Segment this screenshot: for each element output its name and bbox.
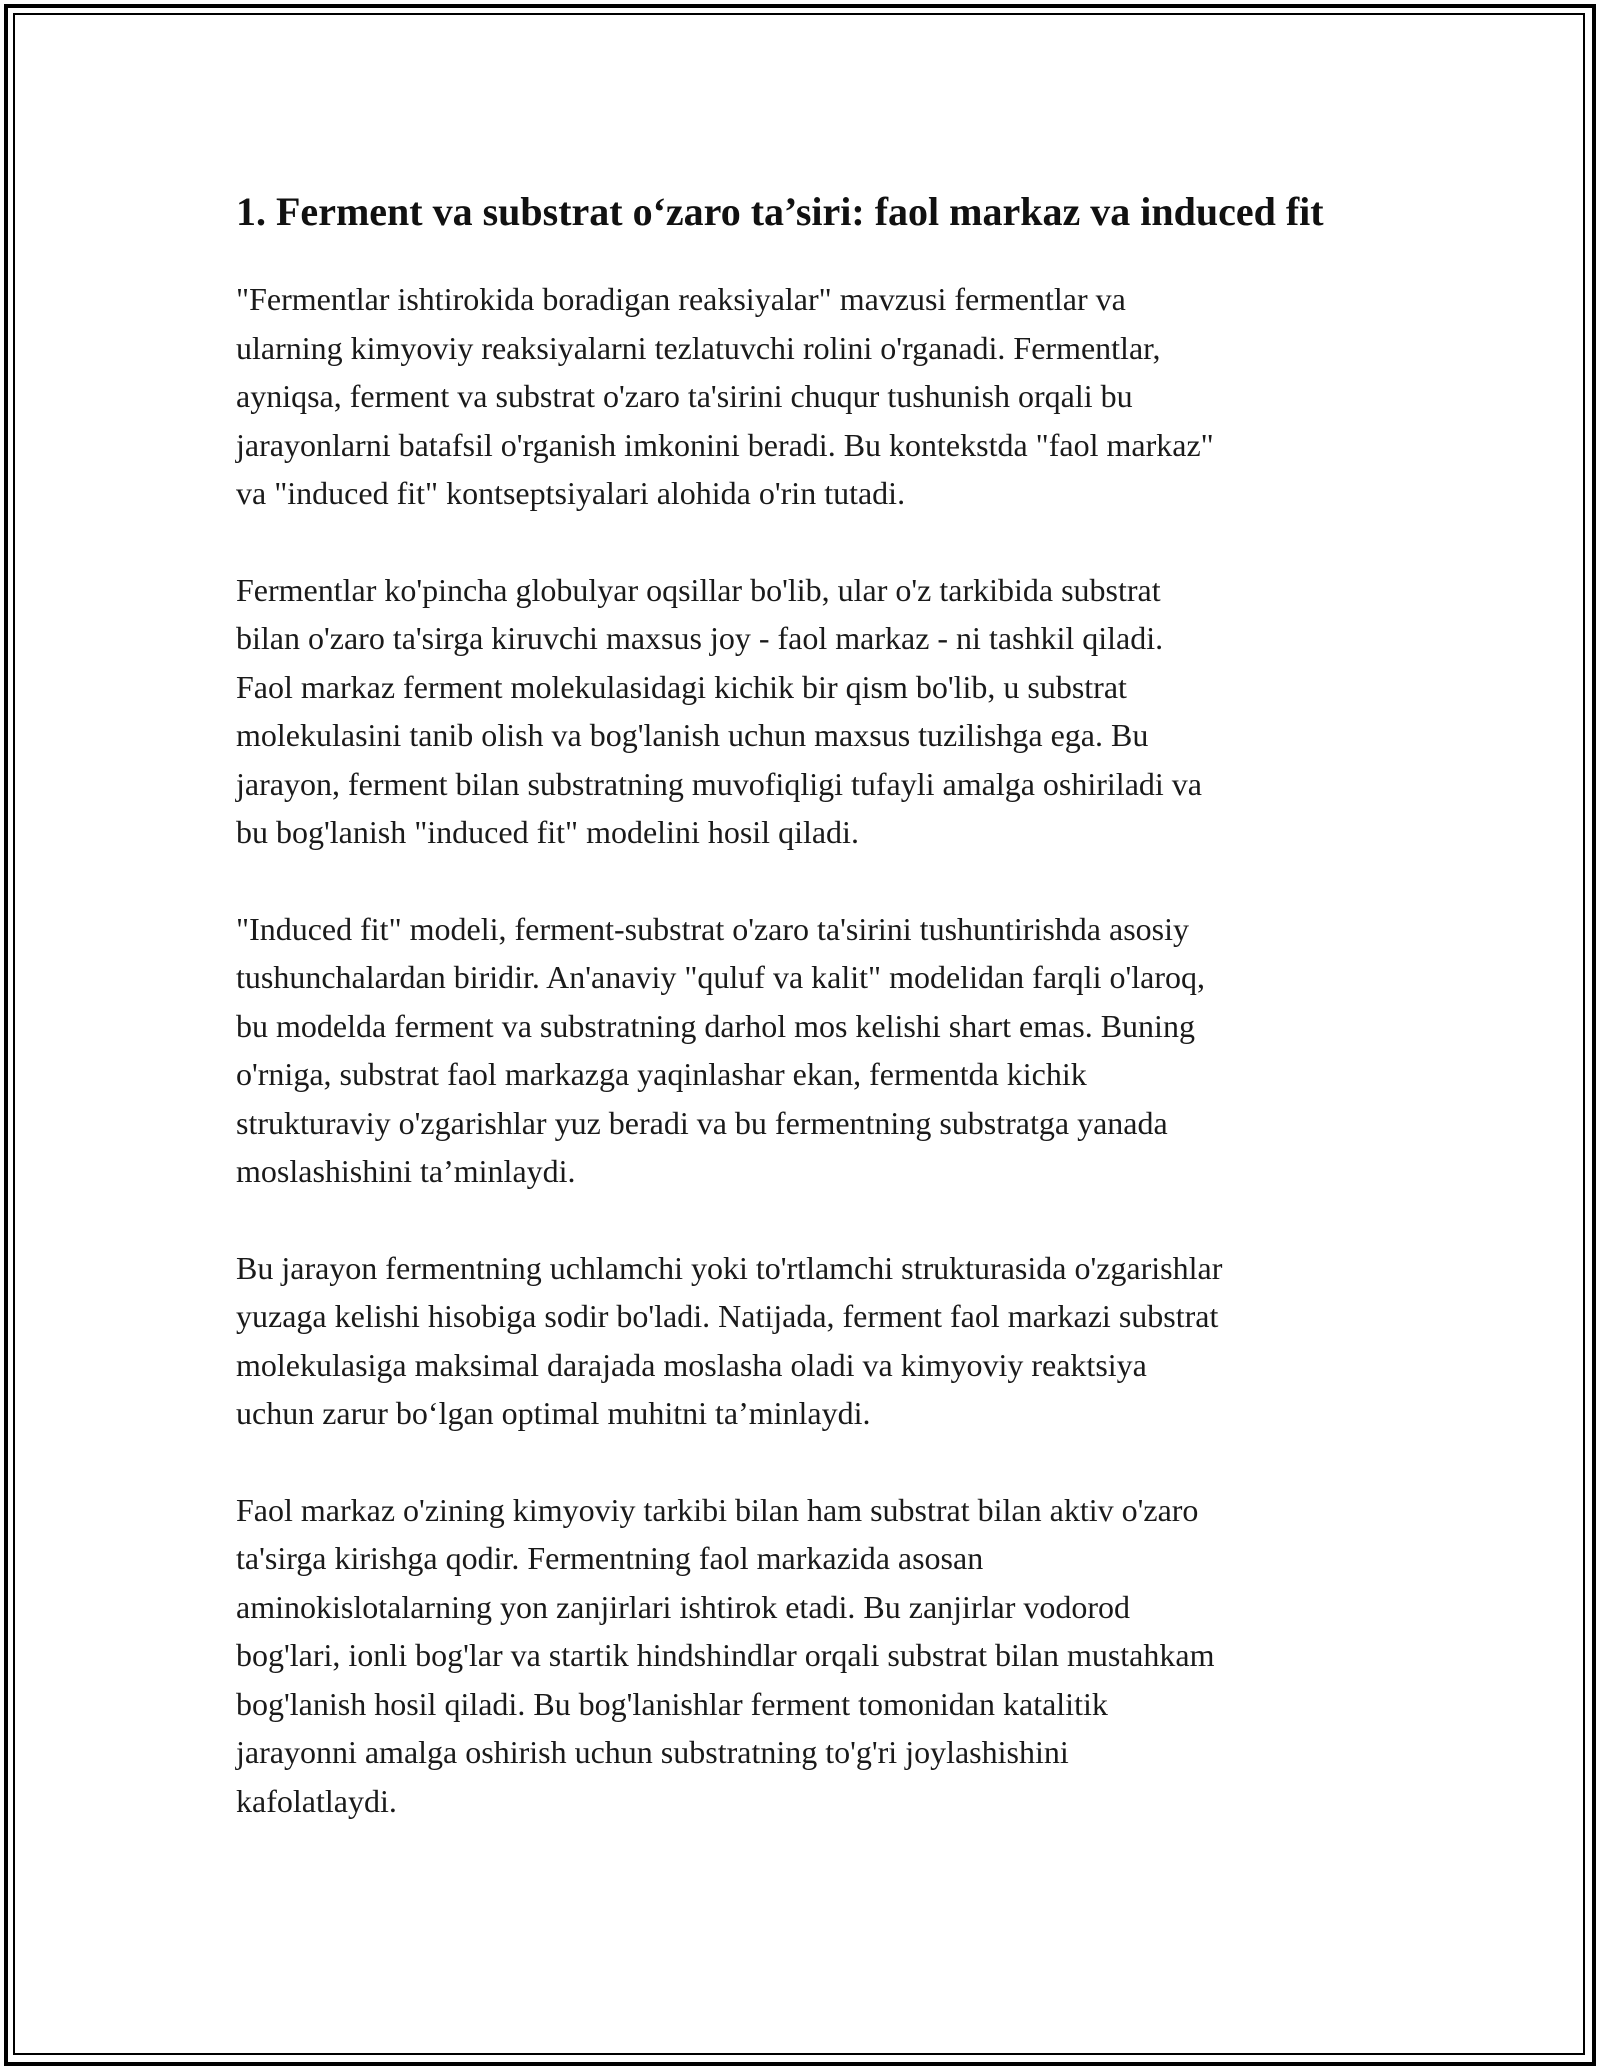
document-body	[236, 184, 1376, 1873]
paragraph-3: "Induced fit" modeli, ferment-substrat o'zaro ta'sirini tushuntirishda asosiy tushunchalardan biridir. An'anaviy "quluf va kalit" modelidan farqli o'laroq, bu modelda ferment va substratning darhol mos kelishi shart emas. Buning o'rniga, substrat faol markazga yaqinlashar ekan, fermentda kichik strukturaviy o'zgarishlar yuz beradi va bu fermentning substratga yanada moslashishini ta’minlaydi.	[236, 910, 1205, 1189]
paragraph-2: Fermentlar ko'pincha globulyar oqsillar bo'lib, ular o'z tarkibida substrat bilan o'zaro ta'sirga kiruvchi maxsus joy - faol markaz - ni tashkil qiladi. Faol markaz ferment molekulasidagi kichik bir qism bo'lib, u substrat molekulasini tanib olish va bog'lanish uchun maxsus tuzilishga ega. Bu jarayon, ferment bilan substratning muvofiqligi tufayli amalga oshiriladi va bu bog'lanish "induced fit" modelini hosil qiladi.	[236, 571, 1202, 850]
paragraph-1: "Fermentlar ishtirokida boradigan reaksiyalar" mavzusi fermentlar va ularning kimyoviy reaksiyalarni tezlatuvchi rolini o'rganadi. Fermentlar, ayniqsa, ferment va substrat o'zaro ta'sirini chuqur tushunish orqali bu jarayonlarni batafsil o'rganish imkonini beradi. Bu kontekstda "faol markaz" va "induced fit" kontseptsiyalari alohida o'rin tutadi.	[236, 281, 1214, 511]
section-title: 1. Ferment va substrat o‘zaro ta’siri: faol markaz va induced fit	[236, 189, 1324, 234]
paragraph-5: Faol markaz o'zining kimyoviy tarkibi bilan ham substrat bilan aktiv o'zaro ta'sirga kirishga qodir. Fermentning faol markazida asosan aminokislotalarning yon zanjirlari ishtirok etadi. Bu zanjirlar vodorod bog'lari, ionli bog'lar va startik hindshindlar orqali substrat bilan mustahkam bog'lanish hosil qiladi. Bu bog'lanishlar ferment tomonidan katalitik jarayonni amalga oshirish uchun substratning to'g'ri joylashishini kafolatlaydi.	[236, 1491, 1215, 1819]
paragraph-4: Bu jarayon fermentning uchlamchi yoki to'rtlamchi strukturasida o'zgarishlar yuzaga kelishi hisobiga sodir bo'ladi. Natijada, ferment faol markazi substrat molekulasiga maksimal darajada moslasha oladi va kimyoviy reaktsiya uchun zarur bo‘lgan optimal muhitni ta’minlaydi.	[236, 1249, 1223, 1431]
